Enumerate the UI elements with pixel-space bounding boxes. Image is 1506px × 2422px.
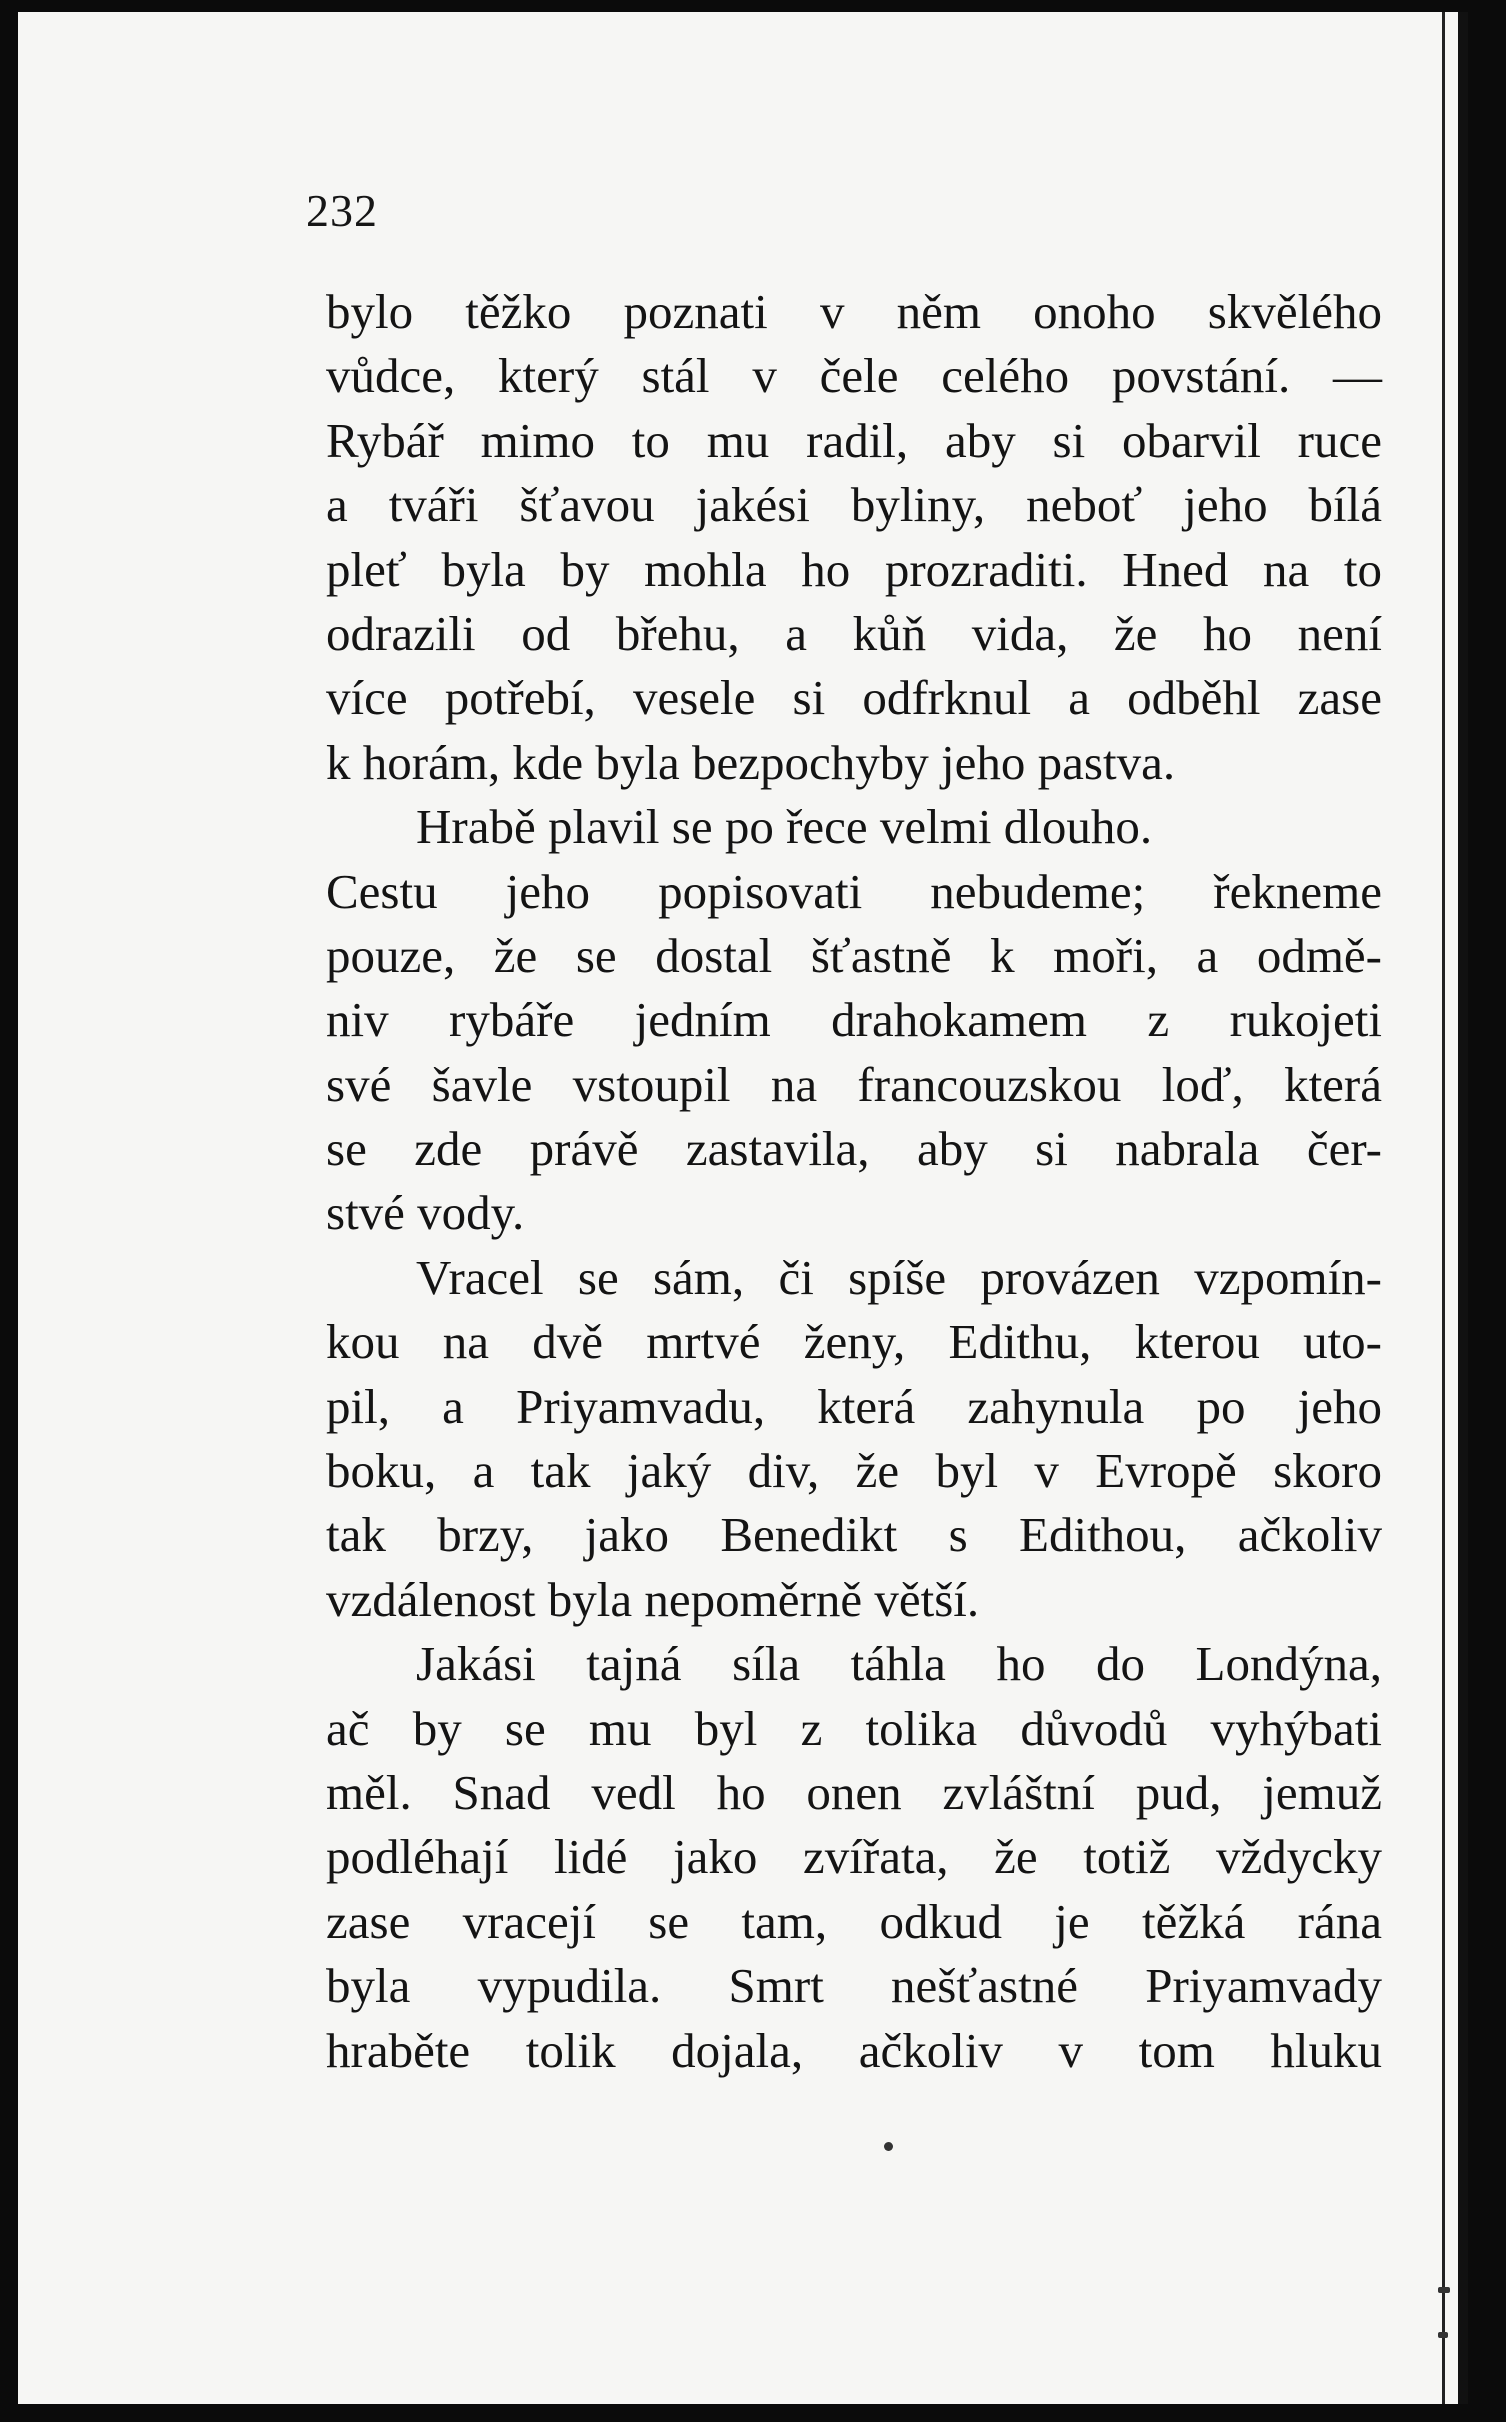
- text-line: vůdce, který stál v čele celého povstání. —: [326, 348, 1382, 404]
- page-edge-line: [1442, 12, 1445, 2404]
- ink-speck: [1438, 2332, 1448, 2338]
- text-line: odrazili od břehu, a kůň vida, že ho není: [326, 605, 1382, 661]
- text-line: k horám, kde byla bezpochyby jeho pastva.: [326, 734, 1176, 790]
- text-line: byla vypudila. Smrt nešťastné Priyamvady: [326, 1958, 1382, 2014]
- text-line: více potřebí, vesele si odfrknul a odběhl zase: [326, 670, 1382, 726]
- page-number: 232: [306, 185, 378, 236]
- text-line: Jakási tajná síla táhla ho do Londýna,: [416, 1636, 1382, 1692]
- text-line: měl. Snad vedl ho onen zvláštní pud, jemuž: [326, 1764, 1382, 1820]
- text-line: Hrabě plavil se po řece velmi dlouho.: [416, 799, 1153, 855]
- page-body-text: [326, 280, 1382, 2083]
- text-line: vzdálenost byla nepoměrně větší.: [326, 1571, 980, 1627]
- text-line: pil, a Priyamvadu, která zahynula po jeho: [326, 1378, 1382, 1434]
- text-line: kou na dvě mrtvé ženy, Edithu, kterou uto-: [326, 1314, 1382, 1370]
- ink-speck: [1438, 2287, 1450, 2293]
- text-line: ač by se mu byl z tolika důvodů vyhýbati: [326, 1700, 1382, 1756]
- text-line: bylo těžko poznati v něm onoho skvělého: [326, 284, 1382, 339]
- text-line: tak brzy, jako Benedikt s Edithou, ačkoliv: [326, 1507, 1382, 1563]
- text-line: se zde právě zastavila, aby si nabrala čer-: [326, 1121, 1382, 1177]
- text-line: své šavle vstoupil na francouzskou loď, která: [326, 1056, 1382, 1112]
- text-line: stvé vody.: [326, 1185, 525, 1241]
- text-line: pouze, že se dostal šťastně k moři, a odmě-: [326, 927, 1382, 983]
- text-line: podléhají lidé jako zvířata, že totiž vždycky: [326, 1829, 1382, 1885]
- text-line: boku, a tak jaký div, že byl v Evropě skoro: [326, 1443, 1382, 1499]
- text-line: Cestu jeho popisovati nebudeme; řekneme: [326, 863, 1382, 919]
- text-line: Vracel se sám, či spíše provázen vzpomín-: [416, 1249, 1382, 1305]
- text-line: zase vracejí se tam, odkud je těžká rána: [326, 1893, 1382, 1949]
- text-line: Rybář mimo to mu radil, aby si obarvil ruce: [326, 412, 1382, 468]
- ink-speck: [884, 2142, 893, 2151]
- text-line: hraběte tolik dojala, ačkoliv v tom hluku: [326, 2022, 1382, 2078]
- book-page: [18, 12, 1468, 2404]
- text-line: pleť byla by mohla ho prozraditi. Hned na to: [326, 541, 1382, 597]
- text-line: niv rybáře jedním drahokamem z rukojeti: [326, 992, 1382, 1048]
- text-line: a tváři šťavou jakési byliny, neboť jeho bílá: [326, 477, 1382, 533]
